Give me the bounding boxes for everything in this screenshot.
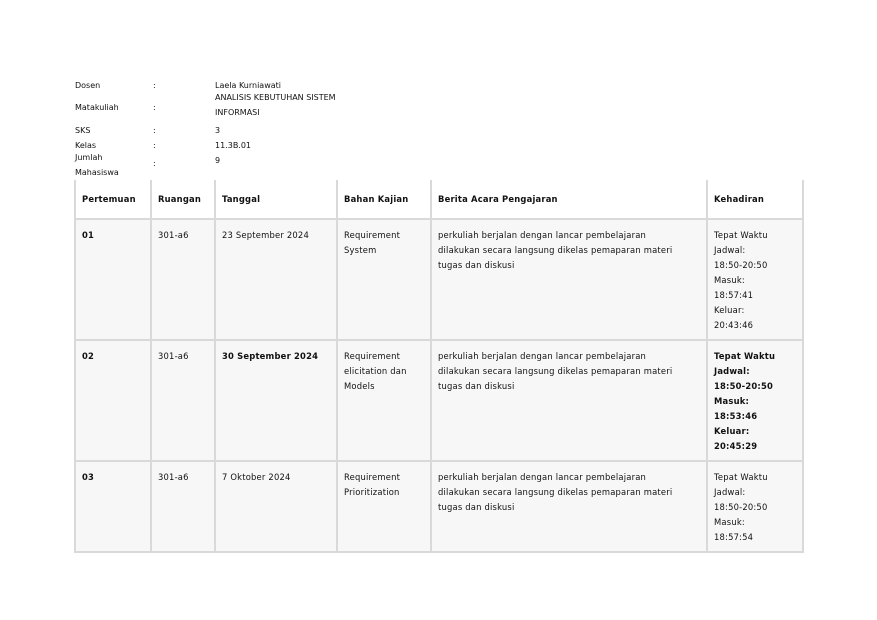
cell-line: Jadwal: (714, 245, 746, 255)
cell-line: tugas dan diskusi (438, 502, 515, 512)
info-label-line: Mahasiswa (75, 168, 119, 177)
info-value: 11.3B.01 (215, 141, 252, 150)
header-ruangan: Ruangan (151, 180, 215, 219)
cell-line: 18:50-20:50 (714, 260, 768, 270)
cell-tanggal: 30 September 2024 (215, 340, 337, 461)
cell-line: Requirement (344, 472, 401, 482)
cell-line: dilakukan secara langsung dikelas pemaparan materi (438, 245, 673, 255)
cell-line: perkuliah berjalan dengan lancar pembelajaran (438, 230, 647, 240)
info-label: SKS (75, 126, 91, 135)
cell-pertemuan: 01 (75, 219, 151, 340)
info-value (215, 90, 336, 120)
cell-bahan-kajian (337, 219, 431, 340)
info-value: 9 (215, 156, 221, 165)
cell-berita-acara (431, 219, 707, 340)
cell-line: dilakukan secara langsung dikelas pemaparan materi (438, 487, 673, 497)
info-value: Laela Kurniawati (215, 81, 282, 90)
cell-line: Masuk: (714, 275, 745, 285)
cell-line: Tepat Waktu (714, 351, 776, 361)
cell-line: System (344, 245, 377, 255)
cell-line: 18:57:41 (714, 290, 754, 300)
cell-ruangan: 301-a6 (151, 219, 215, 340)
header-pertemuan: Pertemuan (75, 180, 151, 219)
info-value-line: ANALISIS KEBUTUHAN SISTEM (215, 93, 336, 102)
cell-tanggal: 7 Oktober 2024 (215, 461, 337, 552)
table-row (75, 461, 803, 552)
info-label-line: Jumlah (75, 153, 103, 162)
cell-bahan-kajian (337, 461, 431, 552)
info-label: Matakuliah (75, 103, 119, 112)
attendance-table (74, 180, 804, 553)
table-row (75, 219, 803, 340)
cell-line: 18:53:46 (714, 411, 758, 421)
cell-pertemuan: 02 (75, 340, 151, 461)
cell-line: 20:43:46 (714, 320, 754, 330)
cell-line: Masuk: (714, 517, 745, 527)
table-header-row (75, 180, 803, 219)
info-label: Dosen (75, 81, 101, 90)
cell-line: Jadwal: (714, 366, 750, 376)
cell-pertemuan: 03 (75, 461, 151, 552)
info-colon: : (153, 126, 156, 135)
cell-line: Requirement (344, 230, 401, 240)
info-colon: : (153, 81, 156, 90)
cell-line: Masuk: (714, 396, 750, 406)
cell-line: Keluar: (714, 305, 745, 315)
cell-line: 18:50-20:50 (714, 381, 773, 391)
cell-kehadiran (707, 461, 803, 552)
cell-tanggal: 23 September 2024 (215, 219, 337, 340)
cell-line: elicitation dan (344, 366, 407, 376)
cell-line: Jadwal: (714, 487, 746, 497)
cell-kehadiran (707, 219, 803, 340)
cell-line: Tepat Waktu (714, 472, 768, 482)
cell-ruangan: 301-a6 (151, 340, 215, 461)
info-colon: : (153, 141, 156, 150)
cell-line: Prioritization (344, 487, 400, 497)
cell-line: dilakukan secara langsung dikelas pemaparan materi (438, 366, 673, 376)
cell-berita-acara (431, 340, 707, 461)
cell-line: Keluar: (714, 426, 750, 436)
header-berita-acara: Berita Acara Pengajaran (431, 180, 707, 219)
header-bahan-kajian: Bahan Kajian (337, 180, 431, 219)
cell-ruangan: 301-a6 (151, 461, 215, 552)
cell-line: Requirement (344, 351, 401, 361)
cell-kehadiran (707, 340, 803, 461)
header-tanggal: Tanggal (215, 180, 337, 219)
info-colon: : (153, 103, 156, 112)
table-row (75, 340, 803, 461)
cell-line: perkuliah berjalan dengan lancar pembelajaran (438, 472, 647, 482)
info-colon: : (153, 159, 156, 168)
cell-line: 18:50-20:50 (714, 502, 768, 512)
info-label: Kelas (75, 141, 97, 150)
cell-line: Tepat Waktu (714, 230, 768, 240)
cell-bahan-kajian (337, 340, 431, 461)
cell-berita-acara (431, 461, 707, 552)
cell-line: tugas dan diskusi (438, 260, 515, 270)
cell-line: tugas dan diskusi (438, 381, 515, 391)
cell-line: 20:45:29 (714, 441, 758, 451)
cell-line: perkuliah berjalan dengan lancar pembelajaran (438, 351, 647, 361)
cell-line: 18:57:54 (714, 532, 754, 542)
info-value: 3 (215, 126, 221, 135)
info-label (75, 150, 145, 180)
cell-line: Models (344, 381, 375, 391)
header-kehadiran: Kehadiran (707, 180, 803, 219)
info-value-line: INFORMASI (215, 108, 260, 117)
